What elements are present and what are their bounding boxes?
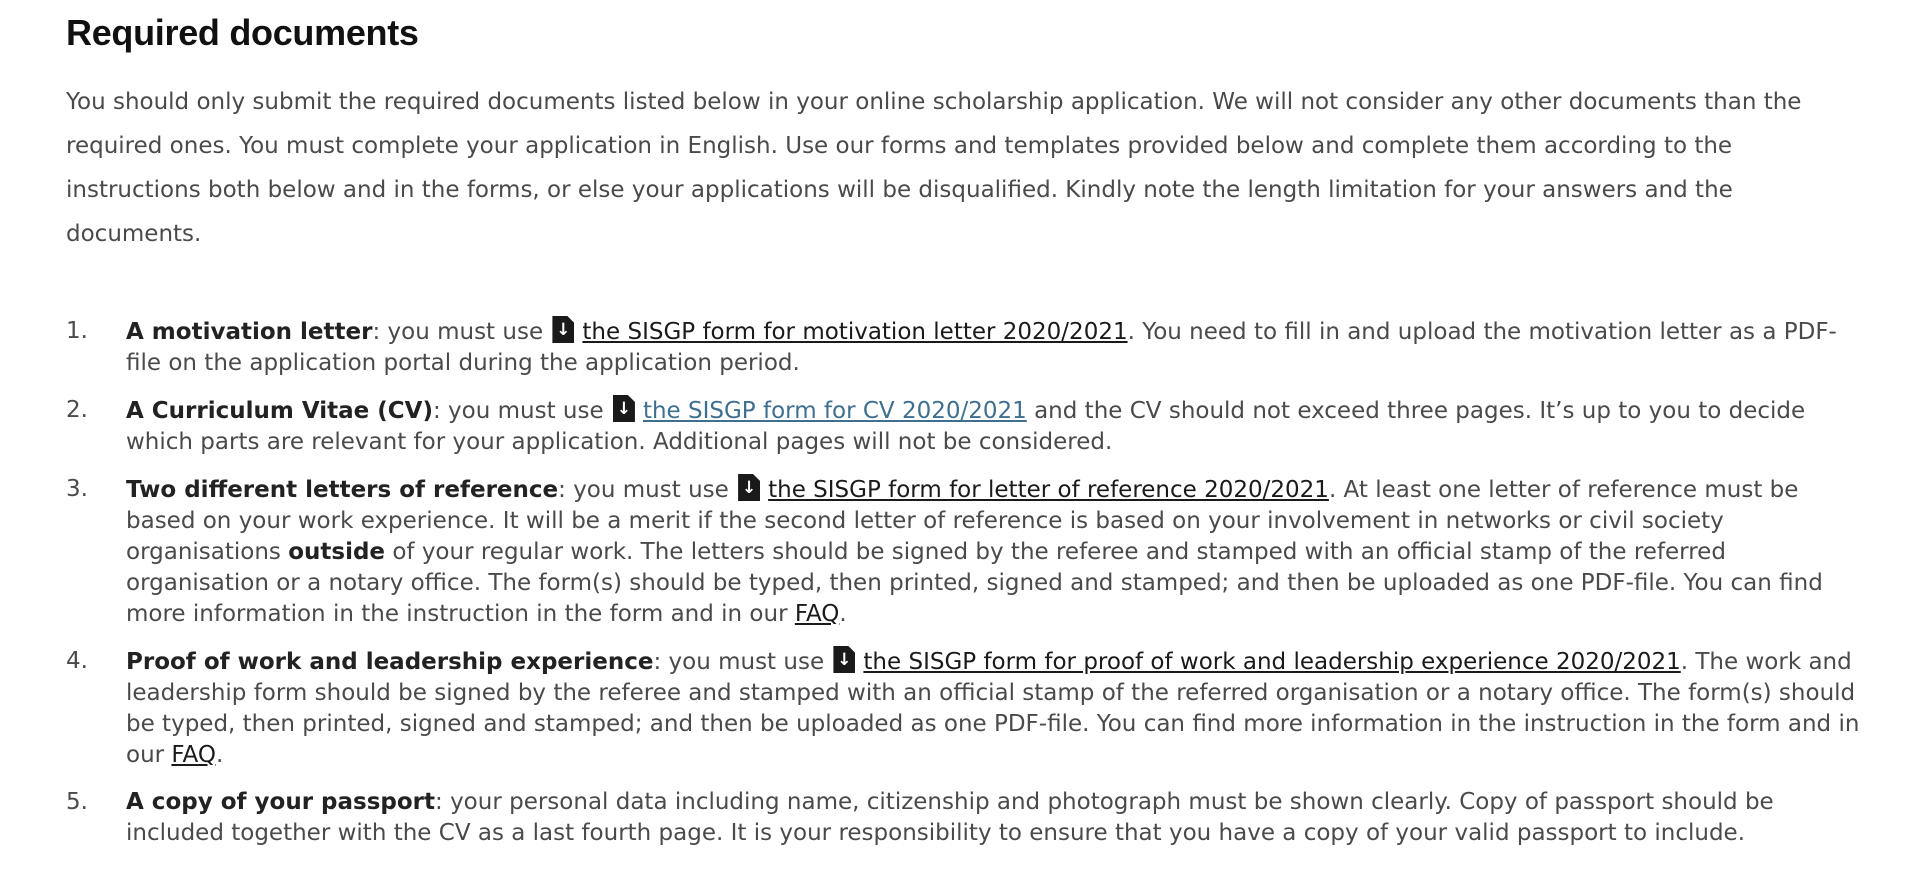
item-text: of your regular work. The letters should be signed by the referee and stamped with an official stamp of the referred organisation or a notary office. The form(s) should be typed, then printed, signed and stamped; and then be uploaded as one PDF-file. You can find more information in the instruction in the form and in our xyxy=(126,539,1823,627)
item-text: . The work and leadership form should be signed by the referee and stamped with an official stamp of the referred organisation or a notary office. The form(s) should be typed, then printed, signed and stamped; and then be uploaded as one PDF-file. You can find more information in the instruction in the form and in our xyxy=(126,649,1860,768)
download-document-icon[interactable] xyxy=(552,316,574,343)
list-item-number: 1. xyxy=(66,318,88,344)
list-item-number: 2. xyxy=(66,397,88,423)
item-text: : you must use xyxy=(558,477,737,503)
item-title: Two different letters of reference xyxy=(126,477,559,503)
item-text: . At least one letter of reference must be based on your work experience. It will be a merit if the second letter of reference is based on your involvement in networks or civil society organisations xyxy=(126,477,1799,565)
list-item-number: 5. xyxy=(66,789,88,815)
list-item-number: 3. xyxy=(66,476,88,502)
item-title: A Curriculum Vitae (CV) xyxy=(126,398,433,424)
list-item-cv xyxy=(66,395,1866,458)
item-text: : you must use xyxy=(432,398,611,424)
cv-form-link[interactable]: the SISGP form for CV 2020/2021 xyxy=(642,398,1027,424)
list-item-work-leadership-experience xyxy=(66,646,1866,771)
page-title: Required documents xyxy=(66,12,419,53)
list-item-letters-of-reference xyxy=(66,474,1866,630)
faq-link[interactable]: FAQ xyxy=(794,601,840,627)
item-text: and the CV should not exceed three pages. It’s up to you to decide which parts are relevant for your application. Additional pages will not be considered. xyxy=(126,398,1806,455)
download-document-icon[interactable] xyxy=(738,474,760,501)
list-item-passport-copy xyxy=(66,787,1866,849)
faq-link[interactable]: FAQ xyxy=(171,742,216,768)
intro-paragraph: You should only submit the required documents listed below in your online scholarship application. We will not consider any other documents than the required ones. You must complete your application in English. Use our forms and templates provided below and complete them according to the instructions both below and in the forms, or else your applications will be disqualified. Kindly note the length limitation for your answers and the documents. xyxy=(66,89,1802,247)
item-title: Proof of work and leadership experience xyxy=(126,649,654,675)
item-text: . xyxy=(215,742,224,768)
required-documents-list xyxy=(66,316,1866,865)
motivation-letter-form-link[interactable]: the SISGP form for motivation letter 2020/2021 xyxy=(582,319,1128,345)
work-leadership-form-link[interactable]: the SISGP form for proof of work and leadership experience 2020/2021 xyxy=(863,649,1681,675)
item-text: : your personal data including name, citizenship and photograph must be shown clearly. Copy of passport should be included together with the CV as a last fourth page. It is your responsibility to ensure that you have a copy of your valid passport to include. xyxy=(126,789,1774,846)
download-document-icon[interactable] xyxy=(833,646,855,673)
letter-of-reference-form-link[interactable]: the SISGP form for letter of reference 2020/2021 xyxy=(768,477,1329,503)
list-item-number: 4. xyxy=(66,648,88,674)
list-item-motivation-letter xyxy=(66,316,1866,379)
item-text: . You need to fill in and upload the motivation letter as a PDF-file on the application portal during the application period. xyxy=(126,319,1837,376)
item-text: : you must use xyxy=(653,649,832,675)
item-text: : you must use xyxy=(372,319,551,345)
item-title: A copy of your passport xyxy=(126,789,436,815)
item-text: . xyxy=(839,601,847,627)
download-document-icon[interactable] xyxy=(613,395,635,422)
item-title: A motivation letter xyxy=(126,319,373,345)
emphasis-text: outside xyxy=(288,539,386,565)
